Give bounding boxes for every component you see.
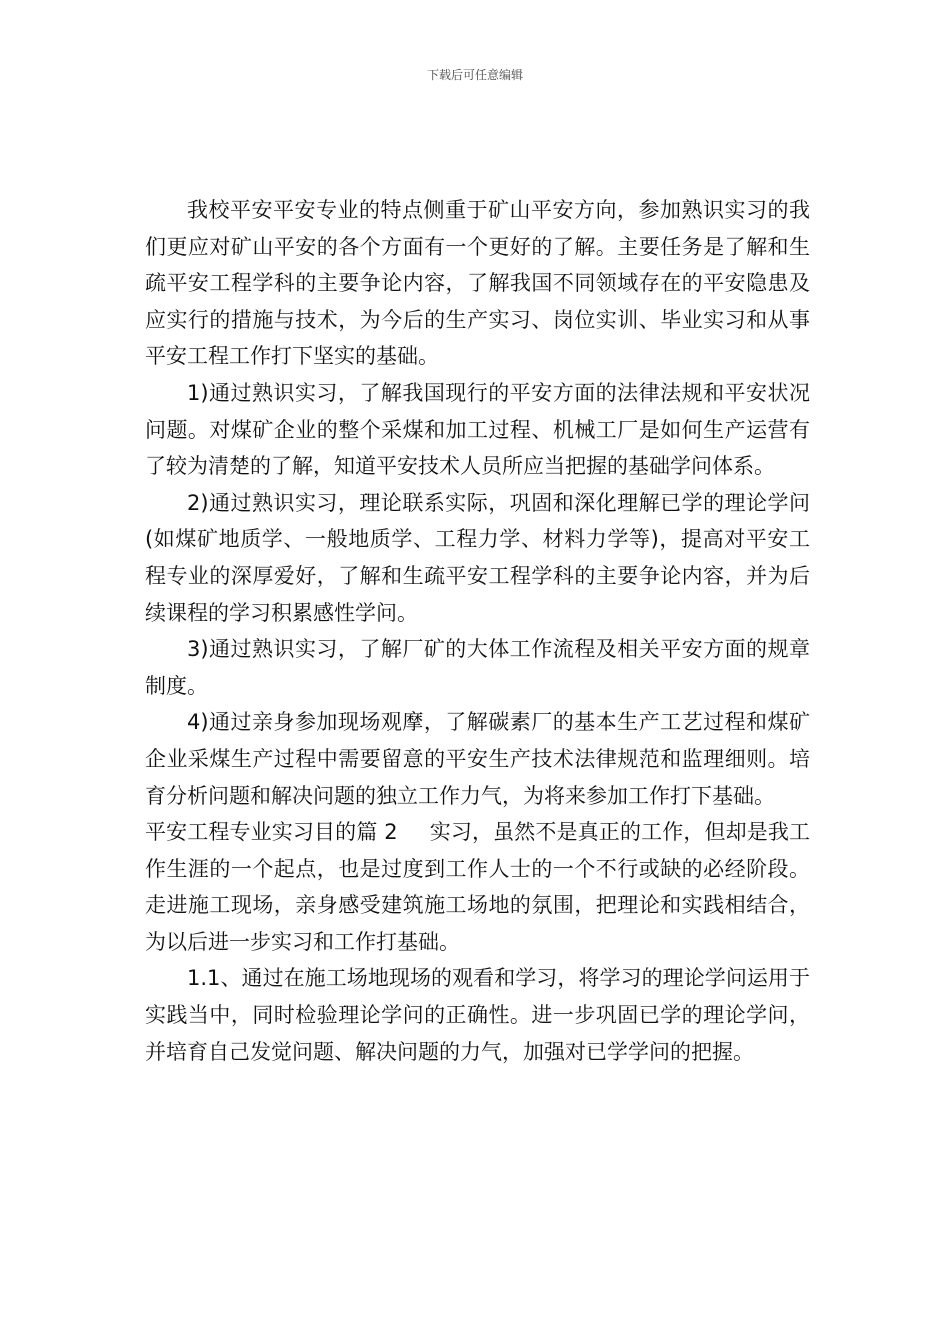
page-header: 下载后可任意编辑 [426,68,523,82]
section-2-heading: 平安工程专业实习目的篇 2 [145,820,398,845]
paragraph-item-1: 1)通过熟识实习，了解我国现行的平安方面的法律法规和平安状况问题。对煤矿企业的整个采煤和加工过程、机械工厂是如何生产运营有了较为清楚的了解，知道平安技术人员所应当把握的基础学问体系。 [145,380,810,479]
document-body [145,192,810,1070]
paragraph-item-1-1: 1.1、通过在施工场地现场的观看和学习，将学习的理论学问运用于实践当中，同时检验理论学问的正确性。进一步巩固已学的理论学问，并培育自己发觉问题、解决问题的力气，加强对已学学问的把握。 [145,966,810,1064]
paragraph-section-2 [145,814,810,960]
paragraph-item-2: 2)通过熟识实习，理论联系实际，巩固和深化理解已学的理论学问(如煤矿地质学、一般地质学、工程力学、材料力学等)，提高对平安工程专业的深厚爱好，了解和生疏平安工程学科的主要争论内容，并为后续课程的学习积累感性学问。 [145,490,810,625]
paragraph-item-3: 3)通过熟识实习，了解厂矿的大体工作流程及相关平安方面的规章制度。 [145,637,810,698]
paragraph-intro: 我校平安平安专业的特点侧重于矿山平安方向，参加熟识实习的我们更应对矿山平安的各个方面有一个更好的了解。主要任务是了解和生疏平安工程学科的主要争论内容，了解我国不同领域存在的平安隐患及应实行的措施与技术，为今后的生产实习、岗位实训、毕业实习和从事平安工程工作打下坚实的基础。 [145,198,810,369]
section-2-text: 实习，虽然不是真正的工作，但却是我工作生涯的一个起点，也是过度到工作人士的一个不行或缺的必经阶段。走进施工现场，亲身感受建筑施工场地的氛围，把理论和实践相结合，为以后进一步实习和工作打基础。 [145,820,810,954]
paragraph-item-4: 4)通过亲身参加现场观摩，了解碳素厂的基本生产工艺过程和煤矿企业采煤生产过程中需要留意的平安生产技术法律规范和监理细则。培育分析问题和解决问题的独立工作力气，为将来参加工作打下基础。 [145,710,810,808]
